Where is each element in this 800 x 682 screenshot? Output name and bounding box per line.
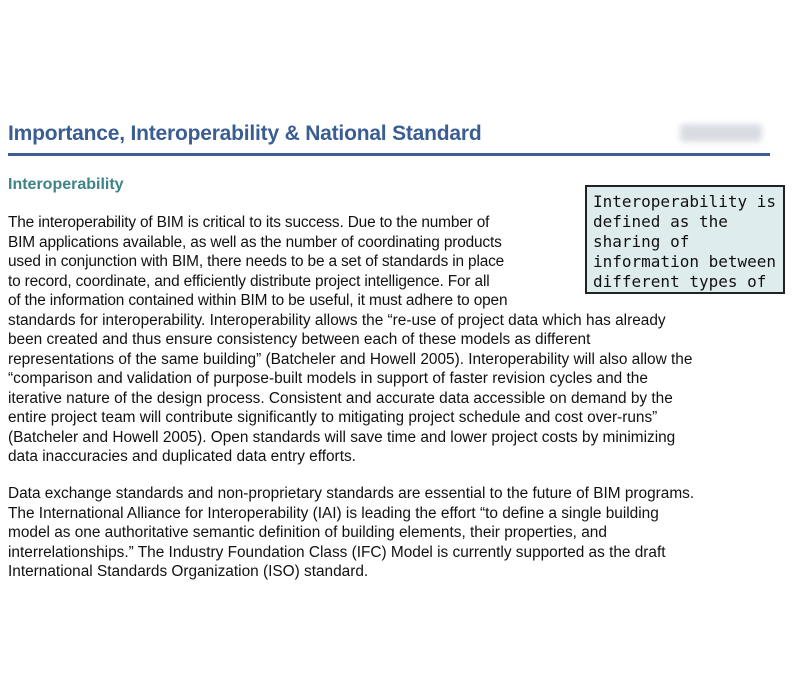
paragraph-line: to record, coordinate, and efficiently distribute project intelligence. For all	[8, 272, 490, 290]
paragraph-line: BIM applications available, as well as the number of coordinating products	[8, 233, 502, 251]
callout-line: different types of	[593, 272, 767, 291]
callout-line: Interoperability is	[593, 192, 777, 211]
paragraph-line: iterative nature of the design process. Consistent and accurate data accessible on demand by the	[8, 389, 673, 407]
paragraph-line: used in conjunction with BIM, there needs to be a set of standards in place	[8, 253, 505, 270]
paragraph-line: been created and thus ensure consistency between each of these models as different	[8, 331, 591, 348]
paragraph-line: “comparison and validation of purpose-built models in support of faster revision cycles and the	[8, 370, 648, 387]
definition-callout-box	[585, 185, 785, 294]
title-divider	[8, 153, 770, 156]
paragraph-line: The International Alliance for Interoperability (IAI) is leading the effort “to define a single building	[8, 504, 659, 522]
paragraph-line: interrelationships.” The Industry Foundation Class (IFC) Model is currently supported as the draft	[8, 543, 666, 561]
paragraph-line: model as one authoritative semantic definition of building elements, their properties, and	[8, 524, 607, 541]
paragraph-line: The interoperability of BIM is critical to its success. Due to the number of	[8, 214, 490, 231]
callout-line: information between	[593, 252, 777, 271]
callout-line: defined as the	[593, 212, 728, 231]
paragraph-line: standards for interoperability. Interoperability allows the “re-use of project data which has already	[8, 311, 666, 329]
paragraph-line: data inaccuracies and duplicated data entry efforts.	[8, 448, 356, 465]
paragraph-data-exchange	[8, 484, 694, 582]
paragraph-line: of the information contained within BIM to be useful, it must adhere to open	[8, 292, 508, 309]
paragraph-line: (Batcheler and Howell 2005). Open standards will save time and lower project costs by minimizing	[8, 428, 676, 446]
section-heading: Interoperability	[8, 176, 124, 193]
blurred-header-tag	[680, 124, 762, 142]
paragraph-line: entire project team will contribute significantly to mitigating project schedule and cost over-runs”	[8, 409, 658, 426]
paragraph-line: Data exchange standards and non-proprietary standards are essential to the future of BIM programs.	[8, 485, 695, 502]
callout-line: sharing of	[593, 232, 690, 251]
paragraph-line: representations of the same building” (Batcheler and Howell 2005). Interoperability will also allow the	[8, 350, 693, 368]
page-title: Importance, Interoperability & National Standard	[8, 122, 482, 145]
paragraph-line: International Standards Organization (ISO) standard.	[8, 563, 369, 580]
